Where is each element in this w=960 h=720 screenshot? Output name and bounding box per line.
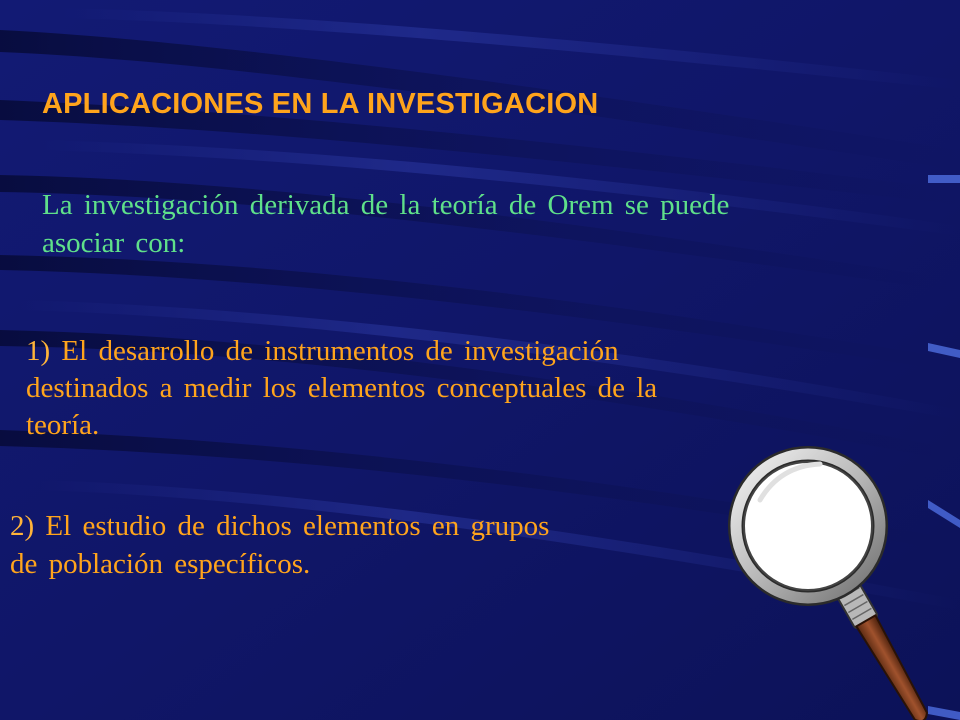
slide-title: APLICACIONES EN LA INVESTIGACION xyxy=(42,88,599,120)
intro-line-1: La investigación derivada de la teoría de Orem se puede xyxy=(42,189,730,221)
list-item-1 xyxy=(26,333,826,444)
list-item-2 xyxy=(10,507,690,583)
list-item-1-number: 1) xyxy=(26,335,51,367)
list-item-1-line-2: destinados a medir los elementos conceptuales de la xyxy=(26,372,658,404)
intro-text xyxy=(42,186,902,262)
list-item-1-line-1: El desarrollo de instrumentos de investigación xyxy=(61,335,619,367)
list-item-2-number: 2) xyxy=(10,510,35,542)
magnifying-glass-icon xyxy=(720,430,960,720)
list-item-2-line-1: El estudio de dichos elementos en grupos xyxy=(45,510,550,542)
intro-line-2: asociar con: xyxy=(42,227,186,259)
list-item-1-line-3: teoría. xyxy=(26,409,100,441)
list-item-2-line-2: de población específicos. xyxy=(10,548,311,580)
